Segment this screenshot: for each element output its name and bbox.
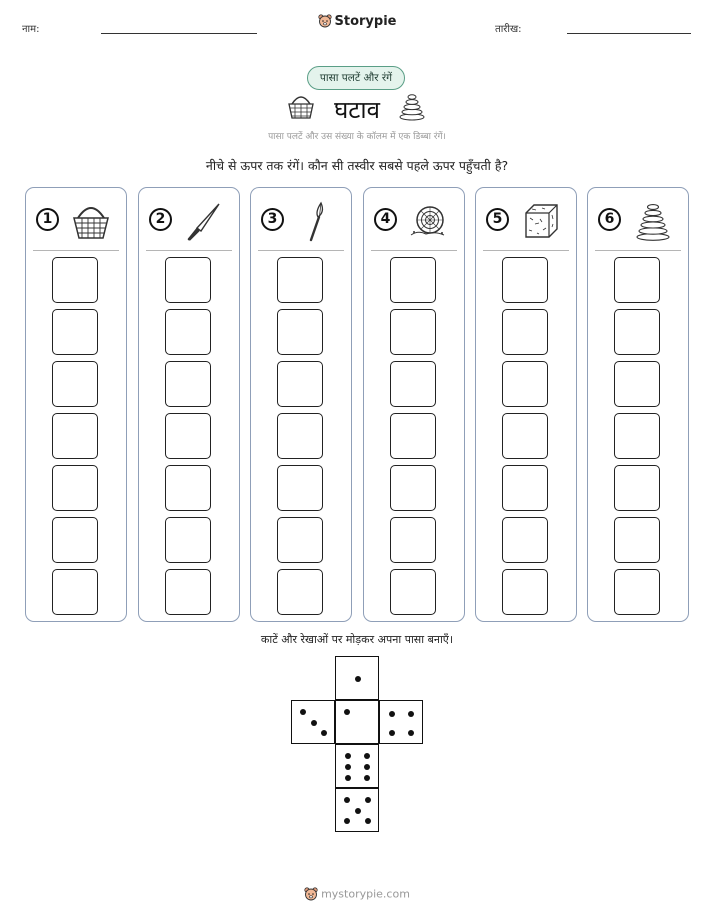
dice-face-right [379,700,423,744]
column-number: 2 [149,208,172,231]
color-box[interactable] [390,309,436,355]
pip [365,818,371,824]
pip [364,775,370,781]
color-box[interactable] [614,413,660,459]
column-4 [363,187,465,622]
color-box[interactable] [165,309,211,355]
footer-brand[interactable] [0,887,714,902]
bear-icon [304,887,318,902]
pip [321,730,327,736]
subtitle: पासा पलटें और उस संख्या के कॉलम में एक डिब्बा रंगें। [268,132,446,142]
whisk-icon [295,200,337,242]
column-divider [33,250,119,251]
pip [344,709,350,715]
column-3 [250,187,352,622]
footer-url: mystorypie.com [321,887,410,901]
pip [365,797,371,803]
dice-face-below-center [335,744,379,788]
color-box[interactable] [52,413,98,459]
color-box[interactable] [52,309,98,355]
page-title: घटाव [334,96,380,124]
pip [344,818,350,824]
name-line[interactable] [101,33,257,34]
column-divider [483,250,569,251]
color-box[interactable] [52,257,98,303]
pip [345,753,351,759]
question-text: नीचे से ऊपर तक रंगें। कौन सी तस्वीर सबसे पहले ऊपर पहुँचती है? [205,158,509,173]
pip [364,753,370,759]
brand-logo [0,14,714,29]
pip [344,797,350,803]
pip [408,730,414,736]
column-divider [258,250,344,251]
color-box[interactable] [614,257,660,303]
knife-icon [183,200,225,242]
column-divider [595,250,681,251]
column-number: 4 [374,208,397,231]
basket-icon [70,200,112,242]
color-box[interactable] [614,361,660,407]
activity-pill: पासा पलटें और रंगें [307,66,405,90]
stone-stack-icon [398,91,426,121]
column-number: 5 [486,208,509,231]
color-box[interactable] [614,517,660,563]
color-box[interactable] [277,465,323,511]
column-2 [138,187,240,622]
crumbling-block-icon [520,200,562,242]
color-box[interactable] [277,413,323,459]
pip [311,720,317,726]
pip [300,709,306,715]
color-box[interactable] [277,257,323,303]
color-box[interactable] [390,517,436,563]
dice-face-top [335,656,379,700]
color-box[interactable] [165,361,211,407]
color-box[interactable] [614,465,660,511]
dice-face-center [335,700,379,744]
column-divider [371,250,457,251]
bear-icon [318,14,332,29]
date-line[interactable] [567,33,691,34]
color-box[interactable] [614,309,660,355]
color-box[interactable] [502,569,548,615]
color-box[interactable] [614,569,660,615]
color-box[interactable] [52,465,98,511]
column-number: 6 [598,208,621,231]
pip [408,711,414,717]
pip [364,764,370,770]
color-box[interactable] [502,257,548,303]
color-box[interactable] [52,361,98,407]
color-box[interactable] [277,361,323,407]
column-number: 3 [261,208,284,231]
color-box[interactable] [165,465,211,511]
column-5 [475,187,577,622]
color-box[interactable] [165,517,211,563]
cut-instruction: काटें और रेखाओं पर मोड़कर अपना पासा बनाएँ। [260,633,454,646]
color-box[interactable] [52,517,98,563]
color-box[interactable] [165,257,211,303]
pip [389,730,395,736]
color-box[interactable] [390,361,436,407]
column-divider [146,250,232,251]
color-box[interactable] [390,413,436,459]
snail-shell-icon [408,200,450,242]
color-box[interactable] [502,309,548,355]
color-box[interactable] [165,413,211,459]
pip [389,711,395,717]
column-number: 1 [36,208,59,231]
date-label: तारीख: [495,24,522,35]
brand-name: Storypie [334,14,397,29]
color-box[interactable] [52,569,98,615]
color-box[interactable] [390,569,436,615]
color-box[interactable] [165,569,211,615]
pip [345,764,351,770]
name-label: नाम: [22,24,40,35]
color-box[interactable] [502,361,548,407]
color-box[interactable] [277,517,323,563]
column-6 [587,187,689,622]
dice-face-left [291,700,335,744]
color-box[interactable] [502,465,548,511]
color-box[interactable] [502,413,548,459]
color-box[interactable] [502,517,548,563]
color-box[interactable] [390,465,436,511]
column-1 [25,187,127,622]
color-box[interactable] [390,257,436,303]
pip [355,808,361,814]
dice-face-bottom [335,788,379,832]
pip [345,775,351,781]
pip [355,676,361,682]
color-box[interactable] [277,569,323,615]
stone-stack-icon [632,200,674,242]
color-box[interactable] [277,309,323,355]
